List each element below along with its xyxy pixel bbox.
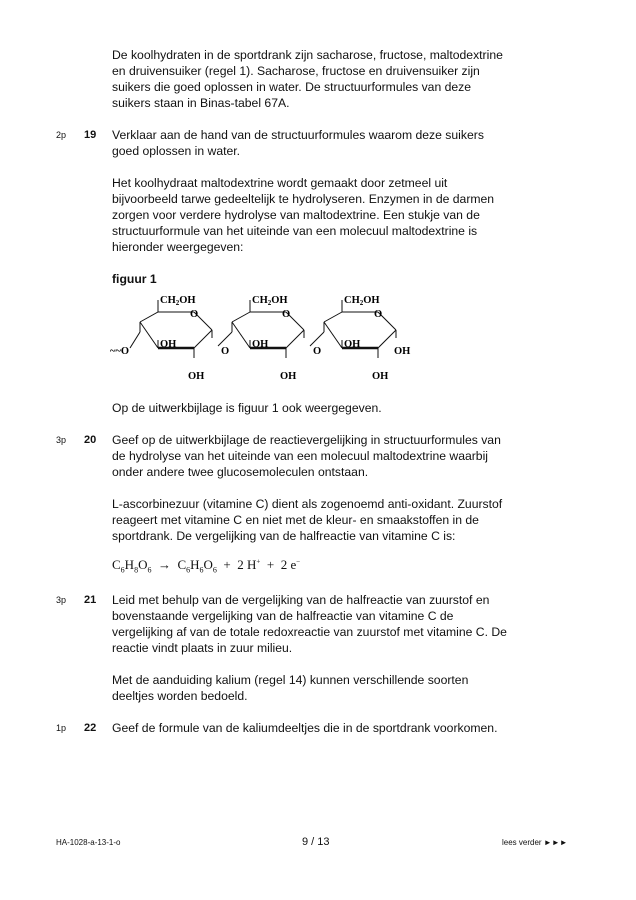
- link-oxygen-1: O: [221, 346, 230, 357]
- ring1-oh-label: OH: [160, 339, 177, 350]
- ring3-end-oh: OH: [394, 346, 411, 357]
- figure-note: Op de uitwerkbijlage is figuur 1 ook weergegeven.: [112, 401, 382, 415]
- ring2-ch2oh-label: CH2OH: [252, 295, 288, 307]
- ring3-ring-oxygen: O: [374, 309, 383, 320]
- ring3-ch2oh-label: CH2OH: [344, 295, 380, 307]
- reaction-arrow: →: [157, 557, 171, 572]
- half-reaction-equation: $C_6H_8O_6 \to C_6H_6O_6 + 2$ H+ + 2 e−: [112, 557, 301, 575]
- question-21-number: 21: [84, 594, 97, 606]
- ring3-oh-label: OH: [344, 339, 361, 350]
- vitamin-c-paragraph: L-ascorbinezuur (vitamine C) dient als zogenoemd anti-oxidant. Zuurstof reageert met vitamine C en niet met de kleur- en smaakstoffen in de sportdrank. De vergelijking van de halfreactie van vitamine C is:: [112, 497, 503, 543]
- question-20-text: Geef op de uitwerkbijlage de reactievergelijking in structuurformules van de hydrolyse van het uiteinde van een molecuul maltodextrine waarbij onder andere twee glucosemoleculen ontstaan.: [112, 433, 501, 479]
- question-22-marks: 1p: [56, 723, 67, 733]
- maltodextrin-structure-figure: [110, 290, 420, 382]
- figure-title: figuur 1: [112, 272, 157, 286]
- chain-start-label: ~~O: [110, 346, 130, 357]
- question-21-marks: 3p: [56, 595, 67, 605]
- question-19-number: 19: [84, 129, 97, 141]
- question-20-number: 20: [84, 434, 97, 446]
- ring1-ring-oxygen: O: [190, 309, 199, 320]
- link-oxygen-2: O: [313, 346, 322, 357]
- ring1-bottom-oh: OH: [188, 371, 205, 382]
- question-21-text: Leid met behulp van de vergelijking van de halfreactie van zuurstof en bovenstaande vergelijking van de halfreactie van vitamine C de vergelijking af van de totale redoxreactie van zuurstof met vitamine C. De reactie vindt plaats in zuur milieu.: [112, 593, 507, 655]
- intro-paragraph: De koolhydraten in de sportdrank zijn sacharose, fructose, maltodextrine en druivensuiker (regel 1). Sacharose, fructose en druivensuiker zijn suikers die goed oplossen in water. De structuurformules van deze suikers staan in Binas-tabel 67A.: [112, 48, 503, 110]
- ring1-ch2oh-label: CH2OH: [160, 295, 196, 307]
- question-19-marks: 2p: [56, 130, 67, 140]
- footer-exam-code: HA-1028-a-13-1-o: [56, 838, 121, 847]
- kalium-paragraph: Met de aanduiding kalium (regel 14) kunnen verschillende soorten deeltjes worden bedoeld.: [112, 673, 469, 703]
- ring2-ring-oxygen: O: [282, 309, 291, 320]
- ring2-bottom-oh: OH: [280, 371, 297, 382]
- ring2-oh-label: OH: [252, 339, 269, 350]
- maltodextrin-paragraph: Het koolhydraat maltodextrine wordt gemaakt door zetmeel uit bijvoorbeeld tarwe gedeeltelijk te hydrolyseren. Enzymen in de darmen zorgen voor verdere hydrolyse van maltodextrine. Een stukje van de structuurformule van het uiteinde van een molecuul maltodextrine is hieronder weergegeven:: [112, 176, 495, 254]
- question-22-text: Geef de formule van de kaliumdeeltjes die in de sportdrank voorkomen.: [112, 721, 498, 735]
- question-20-marks: 3p: [56, 435, 67, 445]
- ring3-bottom-oh: OH: [372, 371, 389, 382]
- footer-page-number: 9 / 13: [302, 836, 330, 848]
- question-22-number: 22: [84, 722, 97, 734]
- footer-continue-link: lees verder ►►►: [502, 838, 568, 847]
- question-19-text: Verklaar aan de hand van de structuurformules waarom deze suikers goed oplossen in water.: [112, 128, 484, 158]
